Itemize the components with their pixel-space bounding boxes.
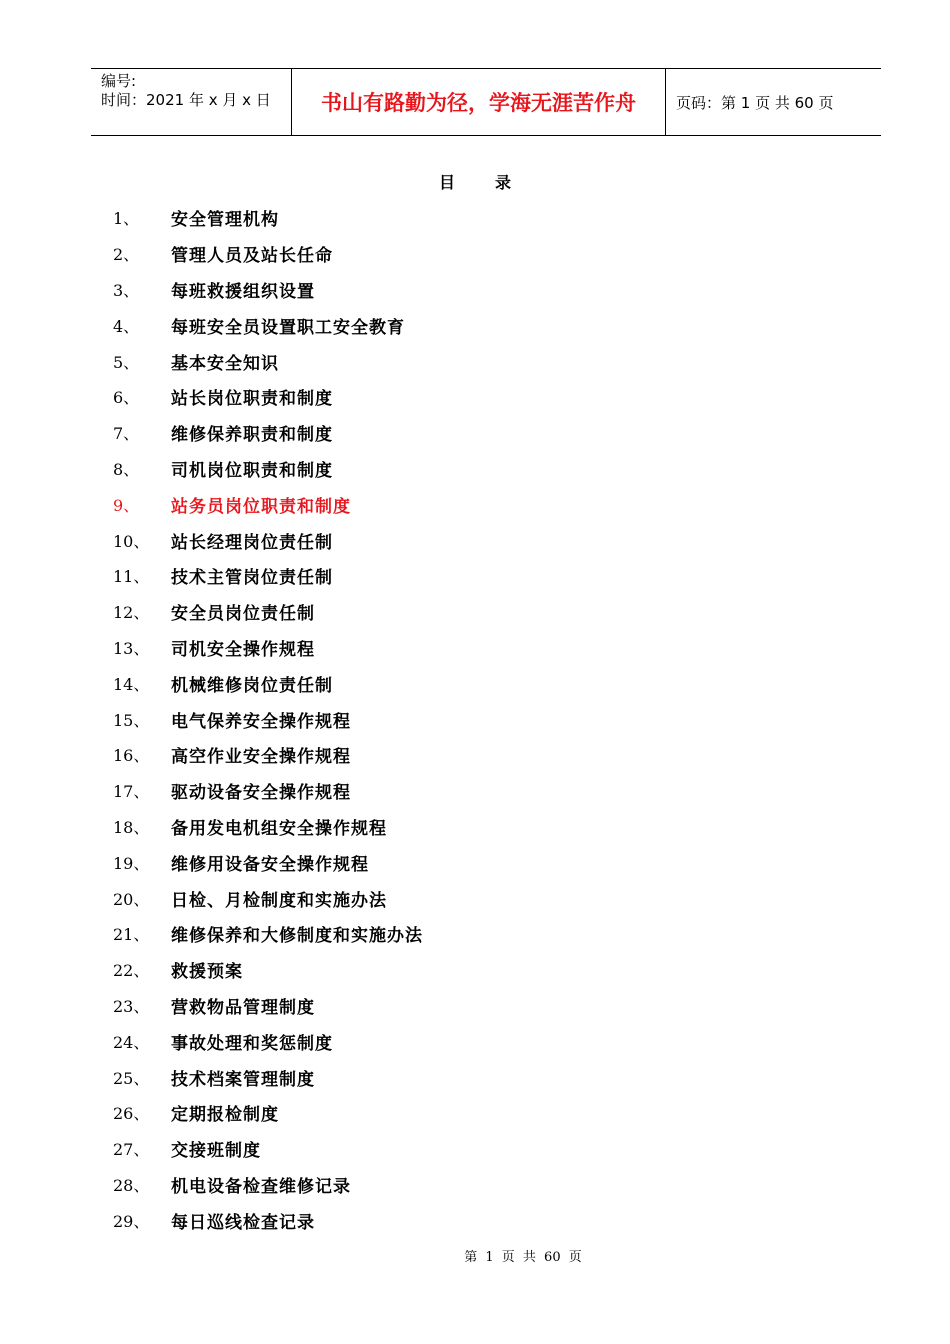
toc-item-number: 14、 [113,674,150,694]
toc-item-label: 日检、月检制度和实施办法 [171,890,387,911]
toc-item-label: 电气保养安全操作规程 [171,711,351,732]
toc-item-label: 高空作业安全操作规程 [171,747,351,768]
toc-item-label: 机械维修岗位责任制 [171,675,333,696]
toc-item-number: 12、 [113,603,150,623]
toc-item-label: 基本安全知识 [171,353,279,374]
toc-item-label: 机电设备检查维修记录 [171,1176,351,1197]
toc-item[interactable] [113,522,423,558]
toc-item[interactable] [113,916,423,952]
toc-item[interactable] [113,809,423,845]
toc-item[interactable] [113,451,423,487]
toc-item[interactable] [113,773,423,809]
toc-item-number: 26、 [113,1104,150,1124]
toc-item-label: 交接班制度 [171,1141,261,1162]
toc-item[interactable] [113,379,423,415]
toc-item[interactable] [113,1167,423,1203]
toc-item-number: 21、 [113,925,150,945]
toc-item[interactable] [113,665,423,701]
toc-item-number: 4、 [113,316,140,336]
toc-item[interactable] [113,594,423,630]
toc-item[interactable] [113,343,423,379]
toc-item-label: 技术档案管理制度 [171,1069,315,1090]
toc-item-label: 维修保养职责和制度 [171,425,333,446]
toc-item-number: 6、 [113,388,140,408]
toc-item-number: 5、 [113,352,140,372]
toc-item[interactable] [113,1095,423,1131]
toc-item-number: 2、 [113,245,140,265]
document-number-label: 编号: [101,72,137,90]
toc-title: 目录 [438,173,551,192]
toc-item-number: 16、 [113,746,150,766]
toc-item-number: 22、 [113,961,150,981]
toc-item-label: 管理人员及站长任命 [171,246,333,267]
toc-item-number: 29、 [113,1211,150,1231]
table-of-contents [113,200,423,1238]
toc-item[interactable] [113,630,423,666]
toc-item-label: 司机岗位职责和制度 [171,460,333,481]
toc-item[interactable] [113,1131,423,1167]
toc-item[interactable] [113,844,423,880]
toc-item-label: 安全管理机构 [171,210,279,231]
toc-item[interactable] [113,1059,423,1095]
toc-item[interactable] [113,558,423,594]
toc-item-label: 司机安全操作规程 [171,639,315,660]
header-meta [91,69,292,135]
toc-item-label: 定期报检制度 [171,1105,279,1126]
toc-item-number: 20、 [113,889,150,909]
toc-item[interactable] [113,1023,423,1059]
toc-item[interactable] [113,200,423,236]
header-page-indicator: 页码：第 1 页 共 60 页 [676,93,834,112]
toc-item-number: 1、 [113,209,140,229]
toc-item-number: 28、 [113,1175,150,1195]
toc-item-label: 营救物品管理制度 [171,997,315,1018]
toc-item-label: 站长岗位职责和制度 [171,389,333,410]
toc-item-number: 24、 [113,1032,150,1052]
toc-item-number: 7、 [113,424,140,444]
toc-item-number: 15、 [113,710,150,730]
toc-item[interactable] [113,988,423,1024]
toc-item-number: 13、 [113,638,150,658]
toc-item-number: 23、 [113,996,150,1016]
toc-item-label: 维修用设备安全操作规程 [171,854,369,875]
toc-item-number: 25、 [113,1068,150,1088]
toc-item-number: 3、 [113,280,140,300]
toc-item-label: 站长经理岗位责任制 [171,532,333,553]
toc-item-number: 9、 [113,495,140,515]
toc-item-label: 安全员岗位责任制 [171,604,315,625]
toc-item[interactable] [113,952,423,988]
document-time-label: 时间：2021 年 x 月 x 日 [101,91,271,109]
toc-item-label: 救援预案 [171,962,243,983]
toc-item-label: 每班救援组织设置 [171,281,315,302]
toc-item-number: 10、 [113,531,150,551]
toc-item-label: 驱动设备安全操作规程 [171,783,351,804]
toc-item-number: 11、 [113,567,150,587]
toc-item[interactable] [113,272,423,308]
toc-item[interactable] [113,737,423,773]
toc-item-label: 站务员岗位职责和制度 [171,496,351,517]
toc-item-number: 19、 [113,853,150,873]
toc-item[interactable] [113,880,423,916]
toc-item[interactable] [113,1202,423,1238]
toc-item-label: 备用发电机组安全操作规程 [171,818,387,839]
page-header [91,68,881,136]
toc-item[interactable] [113,486,423,522]
toc-item-label: 技术主管岗位责任制 [171,568,333,589]
toc-item-number: 27、 [113,1140,150,1160]
page-footer: 第 1 页 共 60 页 [464,1250,582,1265]
toc-item[interactable] [113,236,423,272]
toc-item-label: 每班安全员设置职工安全教育 [171,317,405,338]
toc-item[interactable] [113,307,423,343]
toc-item[interactable] [113,701,423,737]
toc-item-number: 17、 [113,782,150,802]
toc-item-label: 事故处理和奖惩制度 [171,1033,333,1054]
toc-item[interactable] [113,415,423,451]
toc-item-label: 维修保养和大修制度和实施办法 [171,926,423,947]
toc-item-number: 8、 [113,459,140,479]
toc-item-label: 每日巡线检查记录 [171,1212,315,1233]
header-motto: 书山有路勤为径，学海无涯苦作舟 [292,69,666,135]
toc-item-number: 18、 [113,817,150,837]
